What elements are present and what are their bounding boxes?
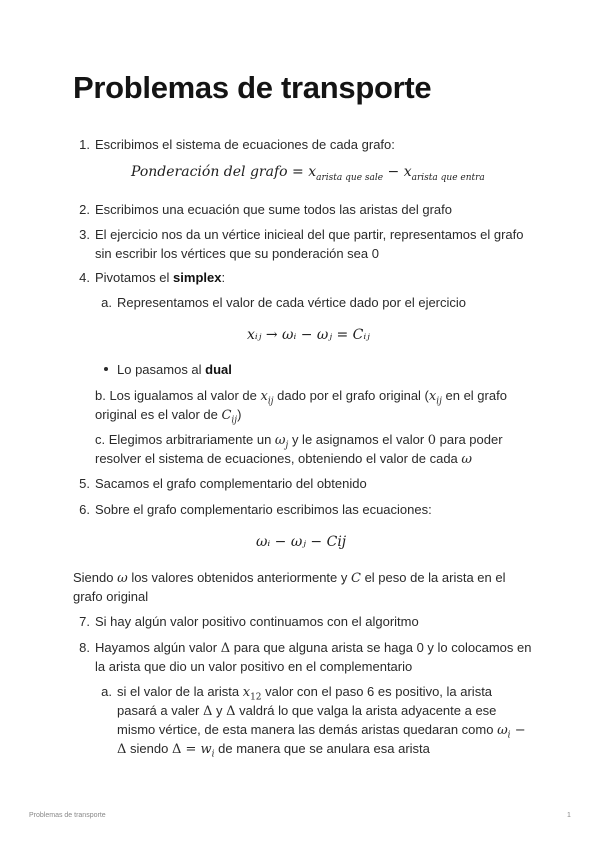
math-sub: 12	[250, 692, 262, 703]
list-item-text: Escribimos el sistema de ecuaciones de cada grafo:	[95, 137, 395, 152]
text: Pivotamos el	[95, 270, 174, 285]
text: si el valor de la arista	[117, 684, 243, 699]
paragraph-b-line2	[95, 405, 241, 431]
list-item-text-cont: la arista que dio un valor positivo en el complementario	[95, 659, 413, 674]
math-var: Δ	[117, 742, 127, 757]
list-item-text: Sacamos el grafo complementario del obtenido	[95, 476, 367, 491]
text: el peso de la arista en el	[360, 570, 506, 585]
text: Lo pasamos al	[117, 362, 206, 377]
eq-equals: =	[292, 164, 304, 180]
text: y	[212, 703, 227, 718]
list-number: 7.	[79, 614, 90, 629]
bold-text: dual	[205, 362, 232, 377]
paragraph-siendo-line2: grafo original	[73, 589, 149, 604]
footer-title: Problemas de transporte	[29, 812, 106, 819]
eq-subscript: arista que entra	[411, 172, 485, 183]
text: )	[237, 407, 242, 422]
text: pasará a valer	[117, 703, 203, 718]
math-sub: ij	[436, 396, 442, 407]
page-title: Problemas de transporte	[73, 70, 432, 105]
list-number: 2.	[79, 202, 90, 217]
text: original es el valor de	[95, 407, 222, 422]
bold-text: simplex	[173, 270, 222, 285]
text: resolver el sistema de ecuaciones, obteniendo el valor de cada	[95, 451, 462, 466]
list-item-text: Si hay algún valor positivo continuamos con el algoritmo	[95, 614, 419, 629]
math-sub: j	[285, 440, 289, 451]
text: siendo	[126, 741, 172, 756]
list-item-text: Escribimos una ecuación que sume todos las aristas del grafo	[95, 202, 452, 217]
paragraph-c-line2	[95, 449, 472, 469]
list-item-text	[95, 638, 532, 658]
text: :	[221, 270, 226, 285]
eq-var: x	[308, 164, 317, 180]
paragraph-siendo-line1	[73, 568, 506, 588]
sublist-letter: a.	[101, 295, 112, 310]
math-var: ω	[461, 452, 472, 467]
equation-weighting	[131, 164, 485, 183]
math-var: ω	[497, 723, 508, 738]
math-var: ω	[274, 433, 286, 448]
math-var: Δ	[171, 742, 182, 757]
list-item-text: El ejercicio nos da un vértice inicieal del que partir, representamos el grafo	[95, 227, 524, 242]
math-var: C	[221, 408, 232, 423]
sublist-item-text-cont	[117, 739, 430, 765]
math-var: x	[242, 685, 251, 700]
list-item-text	[95, 268, 225, 287]
footer-page-number: 1	[567, 812, 571, 819]
math-sub: i	[211, 749, 215, 760]
math-var: C	[351, 571, 361, 586]
math-var: x	[260, 389, 268, 404]
list-number: 6.	[79, 502, 90, 517]
eq-lhs: Ponderación del grafo	[131, 164, 288, 180]
text: c. Elegimos arbitrariamente un	[95, 432, 275, 447]
text: en el grafo	[441, 388, 507, 403]
equation-dual: xᵢⱼ → ωᵢ − ωⱼ = Cᵢⱼ	[247, 327, 370, 343]
text: dado por el grafo original (	[273, 388, 429, 403]
sublist-item-text: Representamos el valor de cada vértice dado por el ejercicio	[117, 295, 467, 310]
text: y le asignamos el valor	[288, 432, 428, 447]
math-op: =	[181, 742, 201, 757]
text: para que alguna arista se haga 0 y lo colocamos en	[230, 640, 532, 655]
math-sub: ij	[267, 396, 274, 407]
text: los valores obtenidos anteriormente y	[127, 570, 351, 585]
math-num: 0	[427, 433, 437, 448]
list-number: 1.	[79, 137, 90, 152]
eq-var: x	[403, 164, 412, 180]
list-item-text-cont: sin escribir los vértices que su ponderación sea 0	[95, 246, 379, 261]
math-var: Δ	[226, 704, 236, 719]
math-sub: ij	[231, 415, 238, 426]
list-number: 8.	[79, 640, 90, 655]
eq-subscript: arista que sale	[316, 172, 384, 183]
math-var: ω	[117, 571, 128, 586]
bullet-item-text	[117, 360, 232, 379]
math-var: x	[428, 389, 437, 404]
math-var: w	[200, 742, 212, 757]
math-op: −	[510, 723, 526, 738]
text: b. Los igualamos al valor de	[95, 388, 261, 403]
list-number: 4.	[79, 270, 90, 285]
eq-minus: −	[387, 164, 400, 180]
sublist-letter: a.	[101, 684, 112, 699]
text: para poder	[436, 432, 503, 447]
bullet-dot	[104, 367, 108, 371]
list-number: 3.	[79, 227, 90, 242]
text: mismo vértice, de esta manera las demás aristas quedaran como	[117, 722, 498, 737]
list-item-text: Sobre el grafo complementario escribimos las ecuaciones:	[95, 502, 432, 517]
equation-complement: ωᵢ − ωⱼ − Cij	[256, 534, 347, 550]
text: Siendo	[73, 570, 118, 585]
sublist-item-text-cont	[117, 701, 496, 721]
list-number: 5.	[79, 476, 90, 491]
text: valor con el paso 6 es positivo, la arista	[261, 684, 493, 699]
text: Hayamos algún valor	[95, 640, 221, 655]
math-sub: i	[507, 730, 511, 741]
math-var: Δ	[220, 641, 231, 656]
math-var: Δ	[203, 704, 213, 719]
text: de manera que se anulara esa arista	[214, 741, 430, 756]
text: valdrá lo que valga la arista adyacente a ese	[235, 703, 497, 718]
